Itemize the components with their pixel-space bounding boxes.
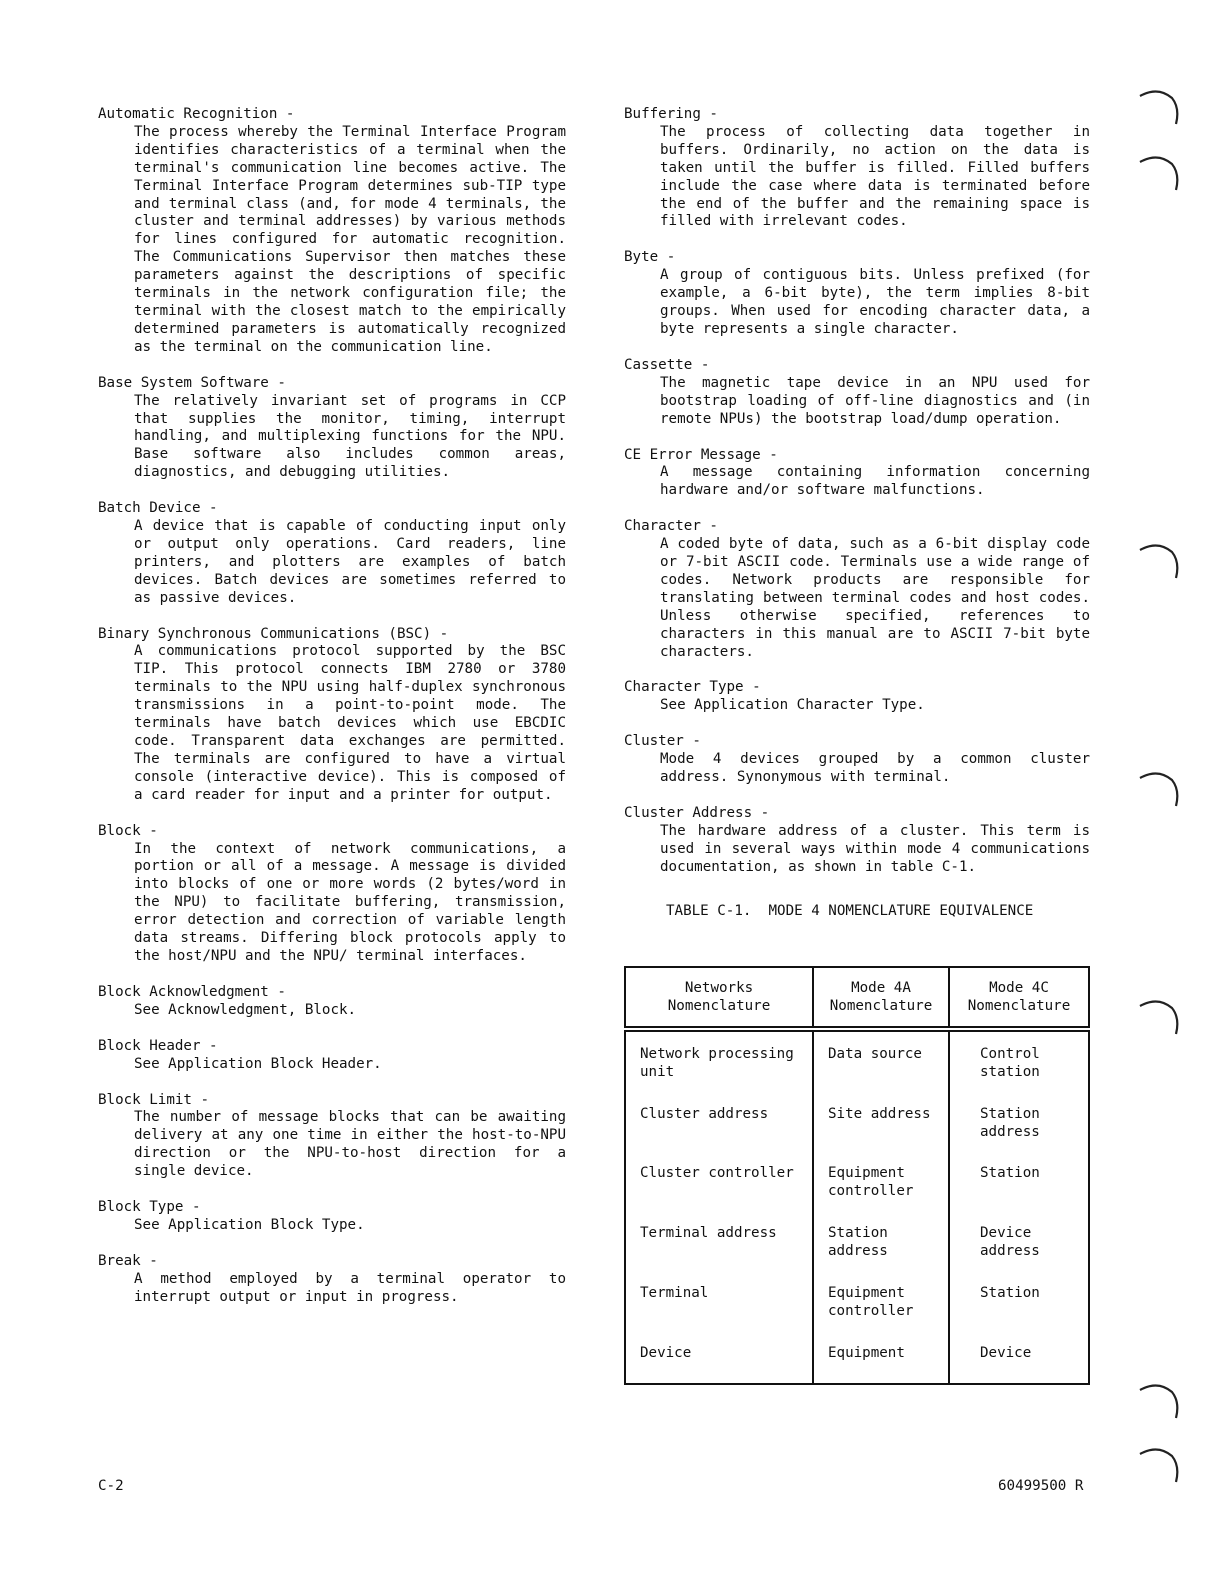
table-cell: Data source: [813, 1029, 949, 1092]
table-title: TABLE C-1. MODE 4 NOMENCLATURE EQUIVALENCE: [666, 902, 1034, 919]
table-cell: Station: [949, 1151, 1089, 1211]
table-header-row: [625, 967, 1089, 1029]
glossary-entry: [98, 106, 566, 357]
glossary-entry: [98, 1038, 566, 1074]
glossary-entry: [98, 1199, 566, 1235]
glossary-definition: The magnetic tape device in an NPU used for bootstrap loading of off-line diagnostics and (in remote NPUs) the bootstrap load/dump operation.: [660, 374, 1090, 427]
glossary-definition: A group of contiguous bits. Unless prefixed (for example, a 6-bit byte), the term implies 8-bit groups. When used for encoding character data, a byte represents a single character.: [660, 267, 1090, 337]
glossary-term: Break -: [98, 1252, 158, 1269]
glossary-definition: The relatively invariant set of programs in CCP that supplies the monitor, timing, interrupt handling, and multiplexing functions for the NPU. Base software also includes common areas, diagnostics, and debugging utilities.: [134, 392, 566, 481]
glossary-entry: [624, 733, 1090, 787]
binder-hole-mark-icon: [1136, 768, 1182, 812]
glossary-definition: See Acknowledgment, Block.: [134, 1001, 357, 1018]
table-cell: Equipment: [813, 1331, 949, 1384]
glossary-entry: [98, 626, 566, 805]
table-cell: Station address: [949, 1092, 1089, 1152]
table-cell: Cluster controller: [640, 1165, 794, 1182]
column-header: Mode 4A Nomenclature: [813, 967, 949, 1029]
table-cell: Network processing unit: [640, 1045, 794, 1080]
page-number: C-2: [98, 1478, 124, 1494]
binder-hole-mark-icon: [1136, 540, 1182, 584]
table-cell: Device address: [949, 1211, 1089, 1271]
glossary-entry: [624, 447, 1090, 501]
glossary-definition: A device that is capable of conducting input only or output only operations. Card readers, line printers, and plotters are examples of batch devices. Batch devices are sometimes referred to as passive devices.: [134, 518, 566, 606]
binder-hole-mark-icon: [1136, 86, 1182, 130]
glossary-entry: [624, 518, 1090, 661]
document-number: 60499500 R: [998, 1478, 1084, 1494]
table-cell: Equipment controller: [813, 1151, 949, 1211]
glossary-term: Binary Synchronous Communications (BSC) -: [98, 625, 449, 642]
glossary-definition: Mode 4 devices grouped by a common cluster address. Synonymous with terminal.: [660, 751, 1090, 786]
table-row: [625, 1029, 1089, 1092]
binder-hole-mark-icon: [1136, 1444, 1182, 1488]
glossary-entry: [624, 106, 1090, 231]
table-cell: Station address: [813, 1211, 949, 1271]
table-row: [625, 1151, 1089, 1211]
glossary-entry: [624, 357, 1090, 429]
table-cell: Equipment controller: [813, 1271, 949, 1331]
table-cell: Device: [640, 1344, 692, 1361]
glossary-term: Block Limit -: [98, 1091, 210, 1108]
table-row: [625, 1092, 1089, 1152]
glossary-term: Byte -: [624, 249, 676, 266]
glossary-definition: The process whereby the Terminal Interface Program identifies characteristics of a terminal when the terminal's communication line becomes active. The Terminal Interface Program determines sub-TIP type and terminal class (and, for mode 4 terminals, the cluster and terminal addresses) by various methods for lines configured for automatic recognition. The Communications Supervisor then matches these parameters against the descriptions of specific terminals in the network configuration file; the terminal with the closest match to the empirically determined parameters is automatically recognized as the terminal on the communication line.: [134, 123, 566, 355]
glossary-definition: A method employed by a terminal operator to interrupt output or input in progress.: [134, 1270, 566, 1305]
glossary-definition: The number of message blocks that can be awaiting delivery at any one time in either the host-to-NPU direction or the NPU-to-host direction for a single device.: [134, 1109, 566, 1180]
glossary-definition: In the context of network communications, a portion or all of a message. A message is divided into blocks of one or more words (2 bytes/word in the NPU) to facilitate buffering, transmission, error detection and correction of variable length data streams. Differing block protocols apply to the host/NPU and the NPU/ terminal interfaces.: [134, 840, 566, 964]
table-cell: Site address: [813, 1092, 949, 1152]
glossary-term: Block Acknowledgment -: [98, 983, 286, 1000]
glossary-definition: The hardware address of a cluster. This term is used in several ways within mode 4 communications documentation, as shown in table C-1.: [660, 822, 1090, 875]
glossary-entry: [98, 823, 566, 966]
glossary-definition: A message containing information concerning hardware and/or software malfunctions.: [660, 464, 1090, 499]
glossary-term: Batch Device -: [98, 500, 218, 517]
table-row: [625, 1211, 1089, 1271]
glossary-definition: A communications protocol supported by the BSC TIP. This protocol connects IBM 2780 or 3780 terminals to the NPU using half-duplex synchronous transmissions in a point-to-point mode. The terminals have batch devices which use EBCDIC code. Transparent data exchanges are permitted. The terminals are configured to have a virtual console (interactive device). This is composed of a card reader for input and a printer for output.: [134, 643, 566, 803]
column-header: Mode 4C Nomenclature: [949, 967, 1089, 1029]
glossary-definition: A coded byte of data, such as a 6-bit display code or 7-bit ASCII code. Terminals use a wide range of codes. Network products are responsible for translating between terminal codes and host codes. Unless otherwise specified, references to characters in this manual are to ASCII 7-bit byte characters.: [660, 536, 1090, 660]
glossary-entry: [98, 1092, 566, 1182]
glossary-term: Character -: [624, 518, 718, 535]
table-cell: Terminal address: [640, 1225, 777, 1242]
glossary-term: Block Header -: [98, 1037, 218, 1054]
nomenclature-table: [624, 966, 1090, 1385]
glossary-term: CE Error Message -: [624, 446, 778, 463]
table-row: [625, 1331, 1089, 1384]
glossary-definition: See Application Block Type.: [134, 1216, 365, 1233]
glossary-term: Cassette -: [624, 356, 710, 373]
binder-hole-mark-icon: [1136, 152, 1182, 196]
glossary-definition: The process of collecting data together in buffers. Ordinarily, no action on the data is taken until the buffer is filled. Filled buffers include the case where data is terminated before the end of the buffer and the remaining space is filled with irrelevant codes.: [660, 123, 1090, 230]
glossary-definition: See Application Block Header.: [134, 1055, 382, 1072]
glossary-entry: [624, 679, 1090, 715]
table-cell: Control station: [949, 1029, 1089, 1092]
glossary-entry: [624, 805, 1090, 877]
glossary-term: Cluster -: [624, 733, 701, 750]
glossary-term: Automatic Recognition -: [98, 106, 295, 122]
glossary-term: Cluster Address -: [624, 805, 770, 821]
table-cell: Device: [949, 1331, 1089, 1384]
glossary-term: Block -: [98, 822, 158, 839]
glossary-term: Block Type -: [98, 1199, 201, 1216]
glossary-term: Character Type -: [624, 679, 761, 696]
left-column: [98, 106, 566, 1325]
glossary-term: Buffering -: [624, 106, 718, 122]
table-row: [625, 1271, 1089, 1331]
glossary-entry: [98, 500, 566, 607]
glossary-entry: [98, 1253, 566, 1307]
glossary-entry: [98, 984, 566, 1020]
glossary-term: Base System Software -: [98, 374, 286, 391]
binder-hole-mark-icon: [1136, 1380, 1182, 1424]
glossary-entry: [624, 249, 1090, 339]
glossary-entry: [98, 375, 566, 482]
binder-hole-mark-icon: [1136, 996, 1182, 1040]
table-cell: Station: [949, 1271, 1089, 1331]
table-cell: Terminal: [640, 1285, 709, 1302]
table-cell: Cluster address: [640, 1105, 769, 1122]
right-column: [624, 106, 1090, 921]
column-header: Networks Nomenclature: [625, 967, 813, 1029]
glossary-definition: See Application Character Type.: [660, 697, 925, 714]
